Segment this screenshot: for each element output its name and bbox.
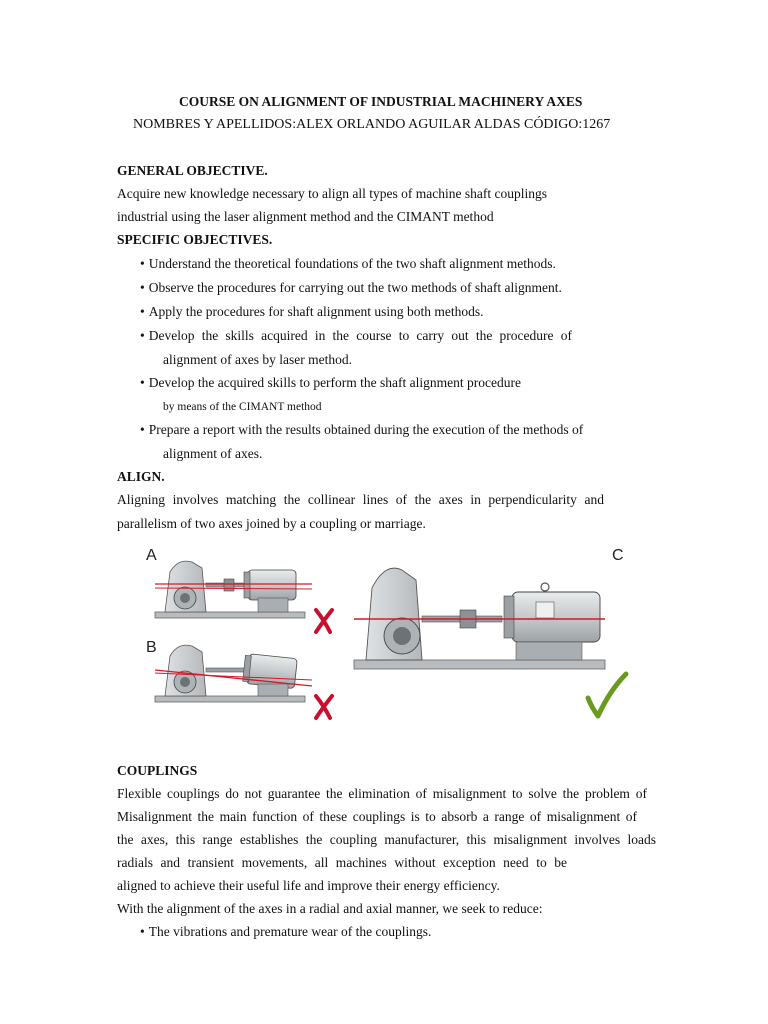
align-paragraph-line-2: parallelism of two axes joined by a coupling or marriage. [117, 516, 426, 531]
correct-check-mark [588, 674, 626, 716]
wrong-mark-b [316, 696, 332, 718]
couplings-line-5: aligned to achieve their useful life and improve their energy efficiency. [117, 878, 500, 893]
objective-item-4 [140, 328, 572, 344]
couplings-line-1 [117, 786, 647, 802]
couplings-line-1-text: Flexible couplings do not guarantee the elimination of misalignment to solve the problem of [117, 786, 647, 801]
objective-item-4-text: • Develop the skills acquired in the course to carry out the procedure of [140, 328, 572, 344]
objective-item-4-cont: alignment of axes by laser method. [163, 352, 352, 367]
align-paragraph-line-1 [117, 492, 604, 508]
specific-objectives-heading: SPECIFIC OBJECTIVES. [117, 232, 273, 247]
figure-label-c: C [612, 547, 624, 564]
couplings-line-3-text: the axes, this range establishes the coupling manufacturer, this misalignment involves loads [117, 832, 656, 847]
couplings-line-4-text: radials and transient movements, all machines without exception need to be [117, 855, 567, 870]
couplings-line-6: With the alignment of the axes in a radial and axial manner, we seek to reduce: [117, 901, 543, 916]
objective-item-5: • Develop the acquired skills to perform the shaft alignment procedure [140, 375, 521, 391]
objective-item-3: • Apply the procedures for shaft alignment using both methods. [140, 304, 484, 320]
objective-item-1: • Understand the theoretical foundations of the two shaft alignment methods. [140, 256, 556, 272]
alignment-figure [140, 540, 640, 730]
couplings-line-4 [117, 855, 567, 871]
figure-label-b: B [146, 639, 157, 656]
objective-item-5-cont: by means of the CIMANT method [163, 401, 322, 413]
couplings-bullet-1: • The vibrations and premature wear of the couplings. [140, 924, 431, 940]
wrong-mark-a [316, 610, 332, 632]
general-objective-heading: GENERAL OBJECTIVE. [117, 163, 268, 178]
couplings-heading: COUPLINGS [117, 763, 198, 778]
general-line-1: Acquire new knowledge necessary to align all types of machine shaft couplings [117, 186, 547, 201]
align-line-1-text: Aligning involves matching the collinear lines of the axes in perpendicularity and [117, 492, 604, 507]
objective-item-6: • Prepare a report with the results obtained during the execution of the methods of [140, 422, 583, 438]
general-line-2: industrial using the laser alignment method and the CIMANT method [117, 209, 494, 224]
couplings-line-3 [117, 832, 656, 848]
align-heading: ALIGN. [117, 469, 165, 484]
author-line: NOMBRES Y APELLIDOS:ALEX ORLANDO AGUILAR ALDAS CÓDIGO:1267 [133, 117, 611, 132]
objective-item-6-cont: alignment of axes. [163, 446, 263, 461]
couplings-line-2-text: Misalignment the main function of these couplings is to absorb a range of misalignment of [117, 809, 637, 824]
couplings-line-2 [117, 809, 637, 825]
machine-set-a [155, 561, 312, 618]
document-title: COURSE ON ALIGNMENT OF INDUSTRIAL MACHINERY AXES [179, 94, 583, 109]
objective-item-2: • Observe the procedures for carrying out the two methods of shaft alignment. [140, 280, 562, 296]
machine-set-c [354, 568, 605, 669]
figure-label-a: A [146, 547, 157, 564]
machine-set-b [155, 645, 312, 702]
